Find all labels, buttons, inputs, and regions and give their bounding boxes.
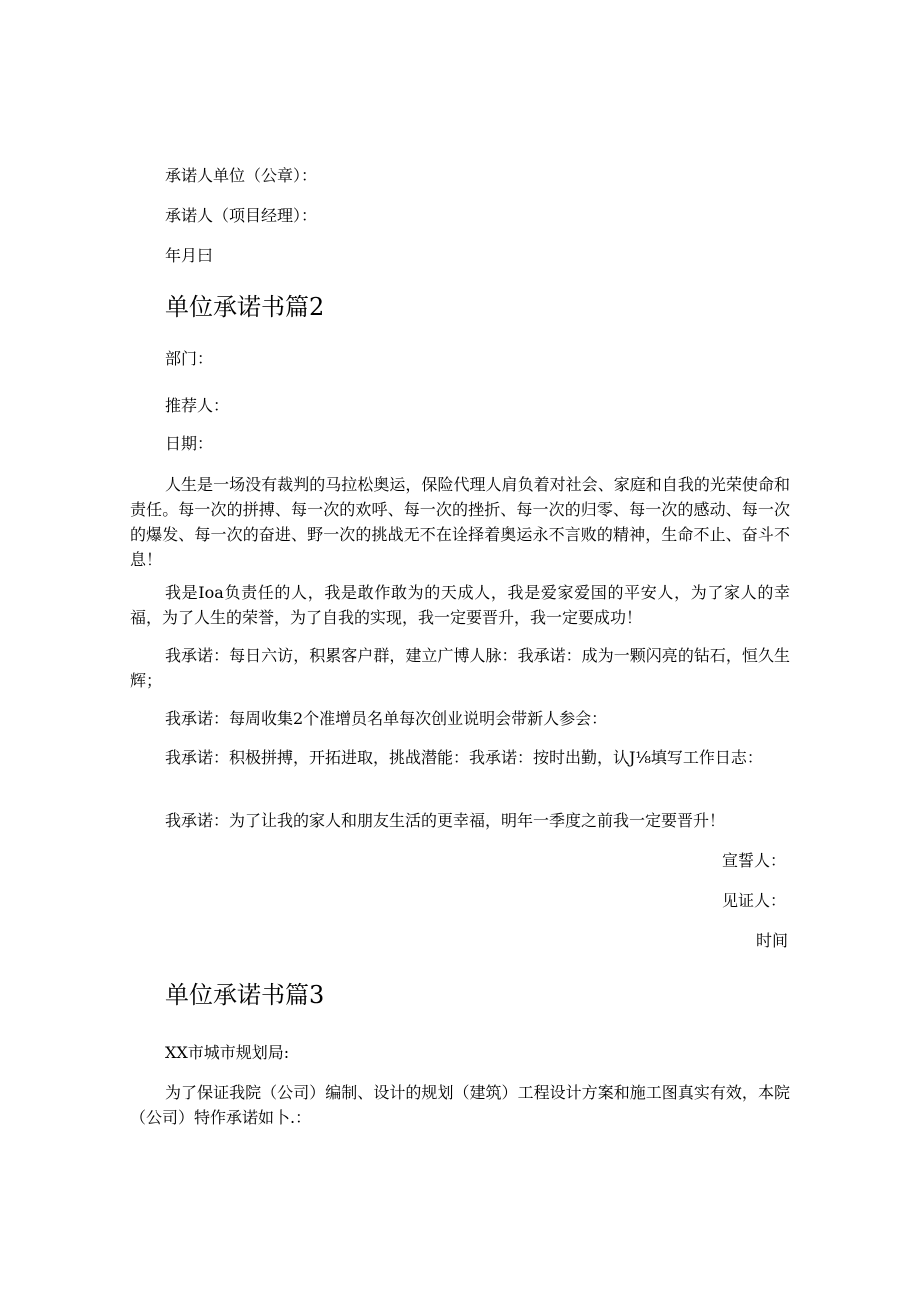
paragraph-intro: 人生是一场没有裁判的马拉松奥运，保险代理人肩负着对社会、家庭和自我的光荣使命和责任。每一次的拼搏、每一次的欢呼、每一次的挫折、每一次的归零、每一次的感动、每一次的爆发、每一次的奋进、野一次的挑战无不在诠择着奥运永不言败的精神，生命不止、奋斗不息！ [130,475,790,569]
unit-seal-line: 承诺人单位（公章）： [165,166,318,185]
project-manager-line: 承诺人（项目经理）： [165,206,318,225]
paragraph-pledge-2: 我承诺：每周收集2个准增员名单每次创业说明会带新人参会： [165,709,608,728]
department-line: 部门： [165,349,214,368]
addressee-line: XX市城市规划局: [165,1043,290,1062]
section-heading-3: 单位承诺书篇3 [165,981,325,1009]
oath-taker-line: 宣誓人： [722,851,787,870]
recommender-line: 推荐人： [165,396,230,415]
date-label: 日期： [165,434,214,453]
date-line: 年月曰 [165,246,214,265]
section-heading-2: 单位承诺书篇2 [165,293,325,321]
paragraph-pledge-4: 我承诺：为了让我的家人和朋友生活的更幸福，明年一季度之前我一定要晋升！ [165,811,726,830]
paragraph-pledge-1: 我承诺：每日六访，积累客户群，建立广博人脉：我承诺：成为一颗闪亮的钻石，恒久生辉； [130,646,790,690]
paragraph-commitment: 为了保证我院（公司）编制、设计的规划（建筑）工程设计方案和施工图真实有效，本院（公司）特作承诺如卜.： [130,1083,790,1127]
witness-line: 见证人： [722,891,787,910]
paragraph-pledge-3: 我承诺：积极拼搏，开拓进取，挑战潜能：我承诺：按时出勤，认J⅛填写工作日志： [165,748,763,767]
time-line: 时间 [756,931,789,950]
paragraph-identity: 我是Ioa负责任的人，我是敢作敢为的天成人，我是爱家爱国的平安人，为了家人的幸福，为了人生的荣誉，为了自我的实现，我一定要晋升，我一定要成功！ [130,583,790,627]
